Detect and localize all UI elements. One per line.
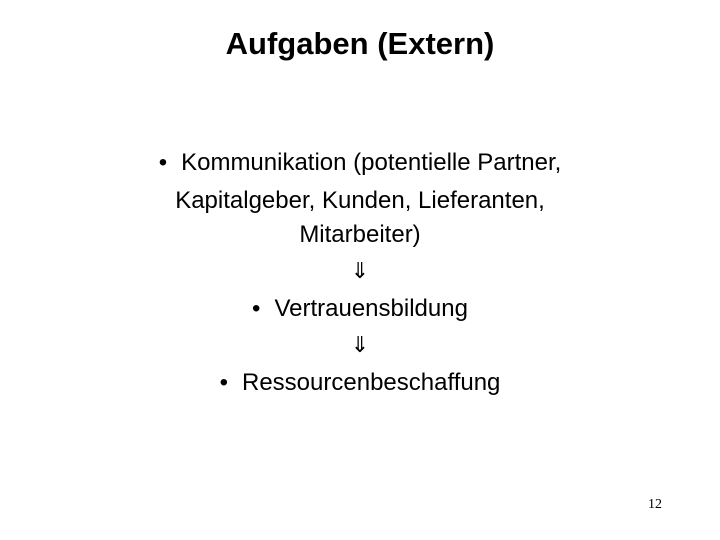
bullet-icon: • — [219, 369, 228, 396]
list-item-text: Vertrauensbildung — [274, 295, 468, 322]
page-number: 12 — [648, 497, 662, 512]
bullet-icon: • — [252, 295, 261, 322]
slide-title: Aufgaben (Extern) — [225, 26, 495, 61]
double-down-arrow-icon: ⇓ — [350, 259, 370, 284]
double-down-arrow-icon: ⇓ — [350, 333, 370, 358]
list-item-continuation: Mitarbeiter) — [299, 221, 421, 248]
list-item-kommunikation — [0, 148, 720, 178]
list-item-ressourcenbeschaffung — [0, 368, 720, 398]
list-item-vertrauensbildung — [0, 294, 720, 324]
bullet-icon: • — [158, 149, 168, 176]
list-item-text: Ressourcenbeschaffung — [242, 369, 501, 396]
list-item-continuation: Kapitalgeber, Kunden, Lieferanten, — [175, 187, 545, 214]
list-item-text: Kommunikation (potentielle Partner, — [181, 149, 562, 176]
